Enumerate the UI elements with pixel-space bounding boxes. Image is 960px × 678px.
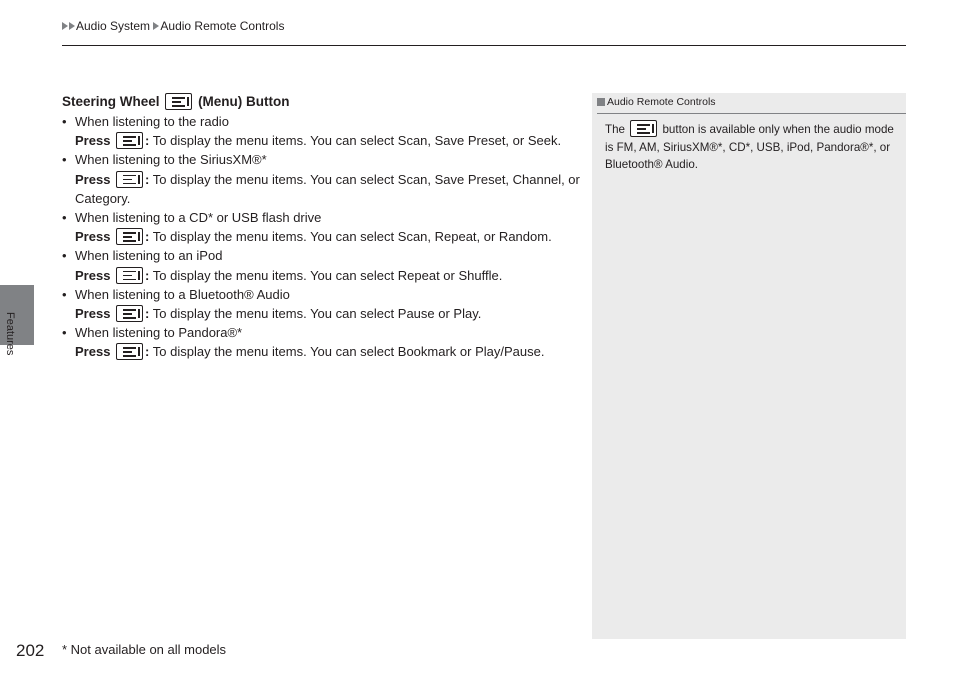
breadcrumb-audio-system[interactable]: Audio System [76, 19, 151, 33]
press-colon: : [145, 171, 150, 187]
press-instruction [62, 266, 590, 285]
list-item [62, 208, 590, 227]
press-label: Press [75, 171, 111, 187]
press-description: To display the menu items. You can select [152, 306, 395, 322]
note-marker-icon [597, 98, 605, 106]
list-item-condition: When listening to Pandora®* [75, 325, 243, 341]
list-item [62, 150, 590, 169]
menu-options: Bookmark or Play/Pause. [394, 344, 545, 360]
bullet-dot: • [62, 210, 67, 226]
menu-options: Pause or Play. [394, 306, 482, 322]
menu-button-icon [116, 343, 143, 360]
press-description: To display the menu items. You can select [152, 171, 395, 187]
press-description: To display the menu items. You can select [152, 267, 395, 283]
menu-options: Repeat or Shuffle. [394, 267, 503, 283]
menu-button-icon [116, 305, 143, 322]
list-item-condition: When listening to a CD* or USB flash drive [75, 210, 322, 226]
list-item [62, 112, 590, 131]
breadcrumb-audio-remote-controls[interactable]: Audio Remote Controls [160, 19, 285, 33]
note-text-post: button is available only when the audio mode is FM, AM, SiriusXM®*, CD*, USB, iPod, Pandora®*, or Bluetooth® Audio. [605, 123, 894, 171]
press-description: To display the menu items. You can select [152, 133, 395, 149]
press-description: To display the menu items. You can select [152, 229, 395, 245]
bullet-dot: • [62, 152, 67, 168]
press-description: To display the menu items. You can select [152, 344, 395, 360]
list-item-condition: When listening to a Bluetooth® Audio [75, 286, 290, 302]
list-item-condition: When listening to the SiriusXM®* [75, 152, 267, 168]
bullet-dot: • [62, 248, 67, 264]
menu-button-icon [116, 171, 143, 188]
menu-button-icon [165, 93, 192, 110]
press-instruction [62, 227, 590, 246]
breadcrumb-arrow-icon [69, 22, 75, 30]
list-item [62, 285, 590, 304]
menu-options: Scan, Save Preset, Channel, or Category. [75, 171, 580, 206]
bullet-dot: • [62, 286, 67, 302]
note-title [597, 96, 716, 108]
bullet-dot: • [62, 114, 67, 129]
menu-button-icon [116, 228, 143, 245]
menu-button-icon [116, 132, 143, 149]
footnote: * Not available on all models [62, 642, 227, 657]
press-colon: : [145, 267, 150, 283]
list-item-condition: When listening to an iPod [75, 248, 223, 264]
note-panel [592, 93, 906, 639]
list-item-condition: When listening to the radio [75, 114, 229, 129]
section-tab-label-wrap [6, 312, 26, 372]
menu-options: Scan, Repeat, or Random. [394, 229, 552, 245]
note-body [605, 120, 895, 174]
heading-text-post: (Menu) Button [198, 94, 290, 109]
press-label: Press [75, 133, 111, 149]
press-instruction [62, 342, 590, 361]
press-instruction [62, 131, 590, 150]
menu-options: Scan, Save Preset, or Seek. [394, 133, 562, 149]
heading-text-pre: Steering Wheel [62, 94, 160, 109]
press-colon: : [145, 344, 150, 360]
press-instruction [62, 170, 590, 208]
press-colon: : [145, 306, 150, 322]
main-content [62, 92, 590, 362]
note-divider [597, 113, 906, 114]
list-item [62, 246, 590, 265]
press-instruction [62, 304, 590, 323]
page-number: 202 [16, 641, 45, 660]
menu-button-icon [116, 267, 143, 284]
press-label: Press [75, 267, 111, 283]
header-divider [62, 45, 906, 46]
bullet-dot: • [62, 325, 67, 341]
breadcrumb [62, 19, 284, 33]
press-label: Press [75, 229, 111, 245]
note-text-pre: The [605, 123, 625, 136]
press-label: Press [75, 344, 111, 360]
breadcrumb-arrow-icon [62, 22, 68, 30]
press-label: Press [75, 306, 111, 322]
breadcrumb-arrow-icon [153, 22, 159, 30]
list-item [62, 323, 590, 342]
menu-button-icon [630, 120, 657, 137]
press-colon: : [145, 133, 150, 149]
menu-conditions-list [62, 112, 590, 362]
section-heading [62, 92, 590, 112]
section-tab-label: Features [4, 312, 16, 356]
press-colon: : [145, 229, 150, 245]
note-title-text: Audio Remote Controls [607, 96, 716, 108]
